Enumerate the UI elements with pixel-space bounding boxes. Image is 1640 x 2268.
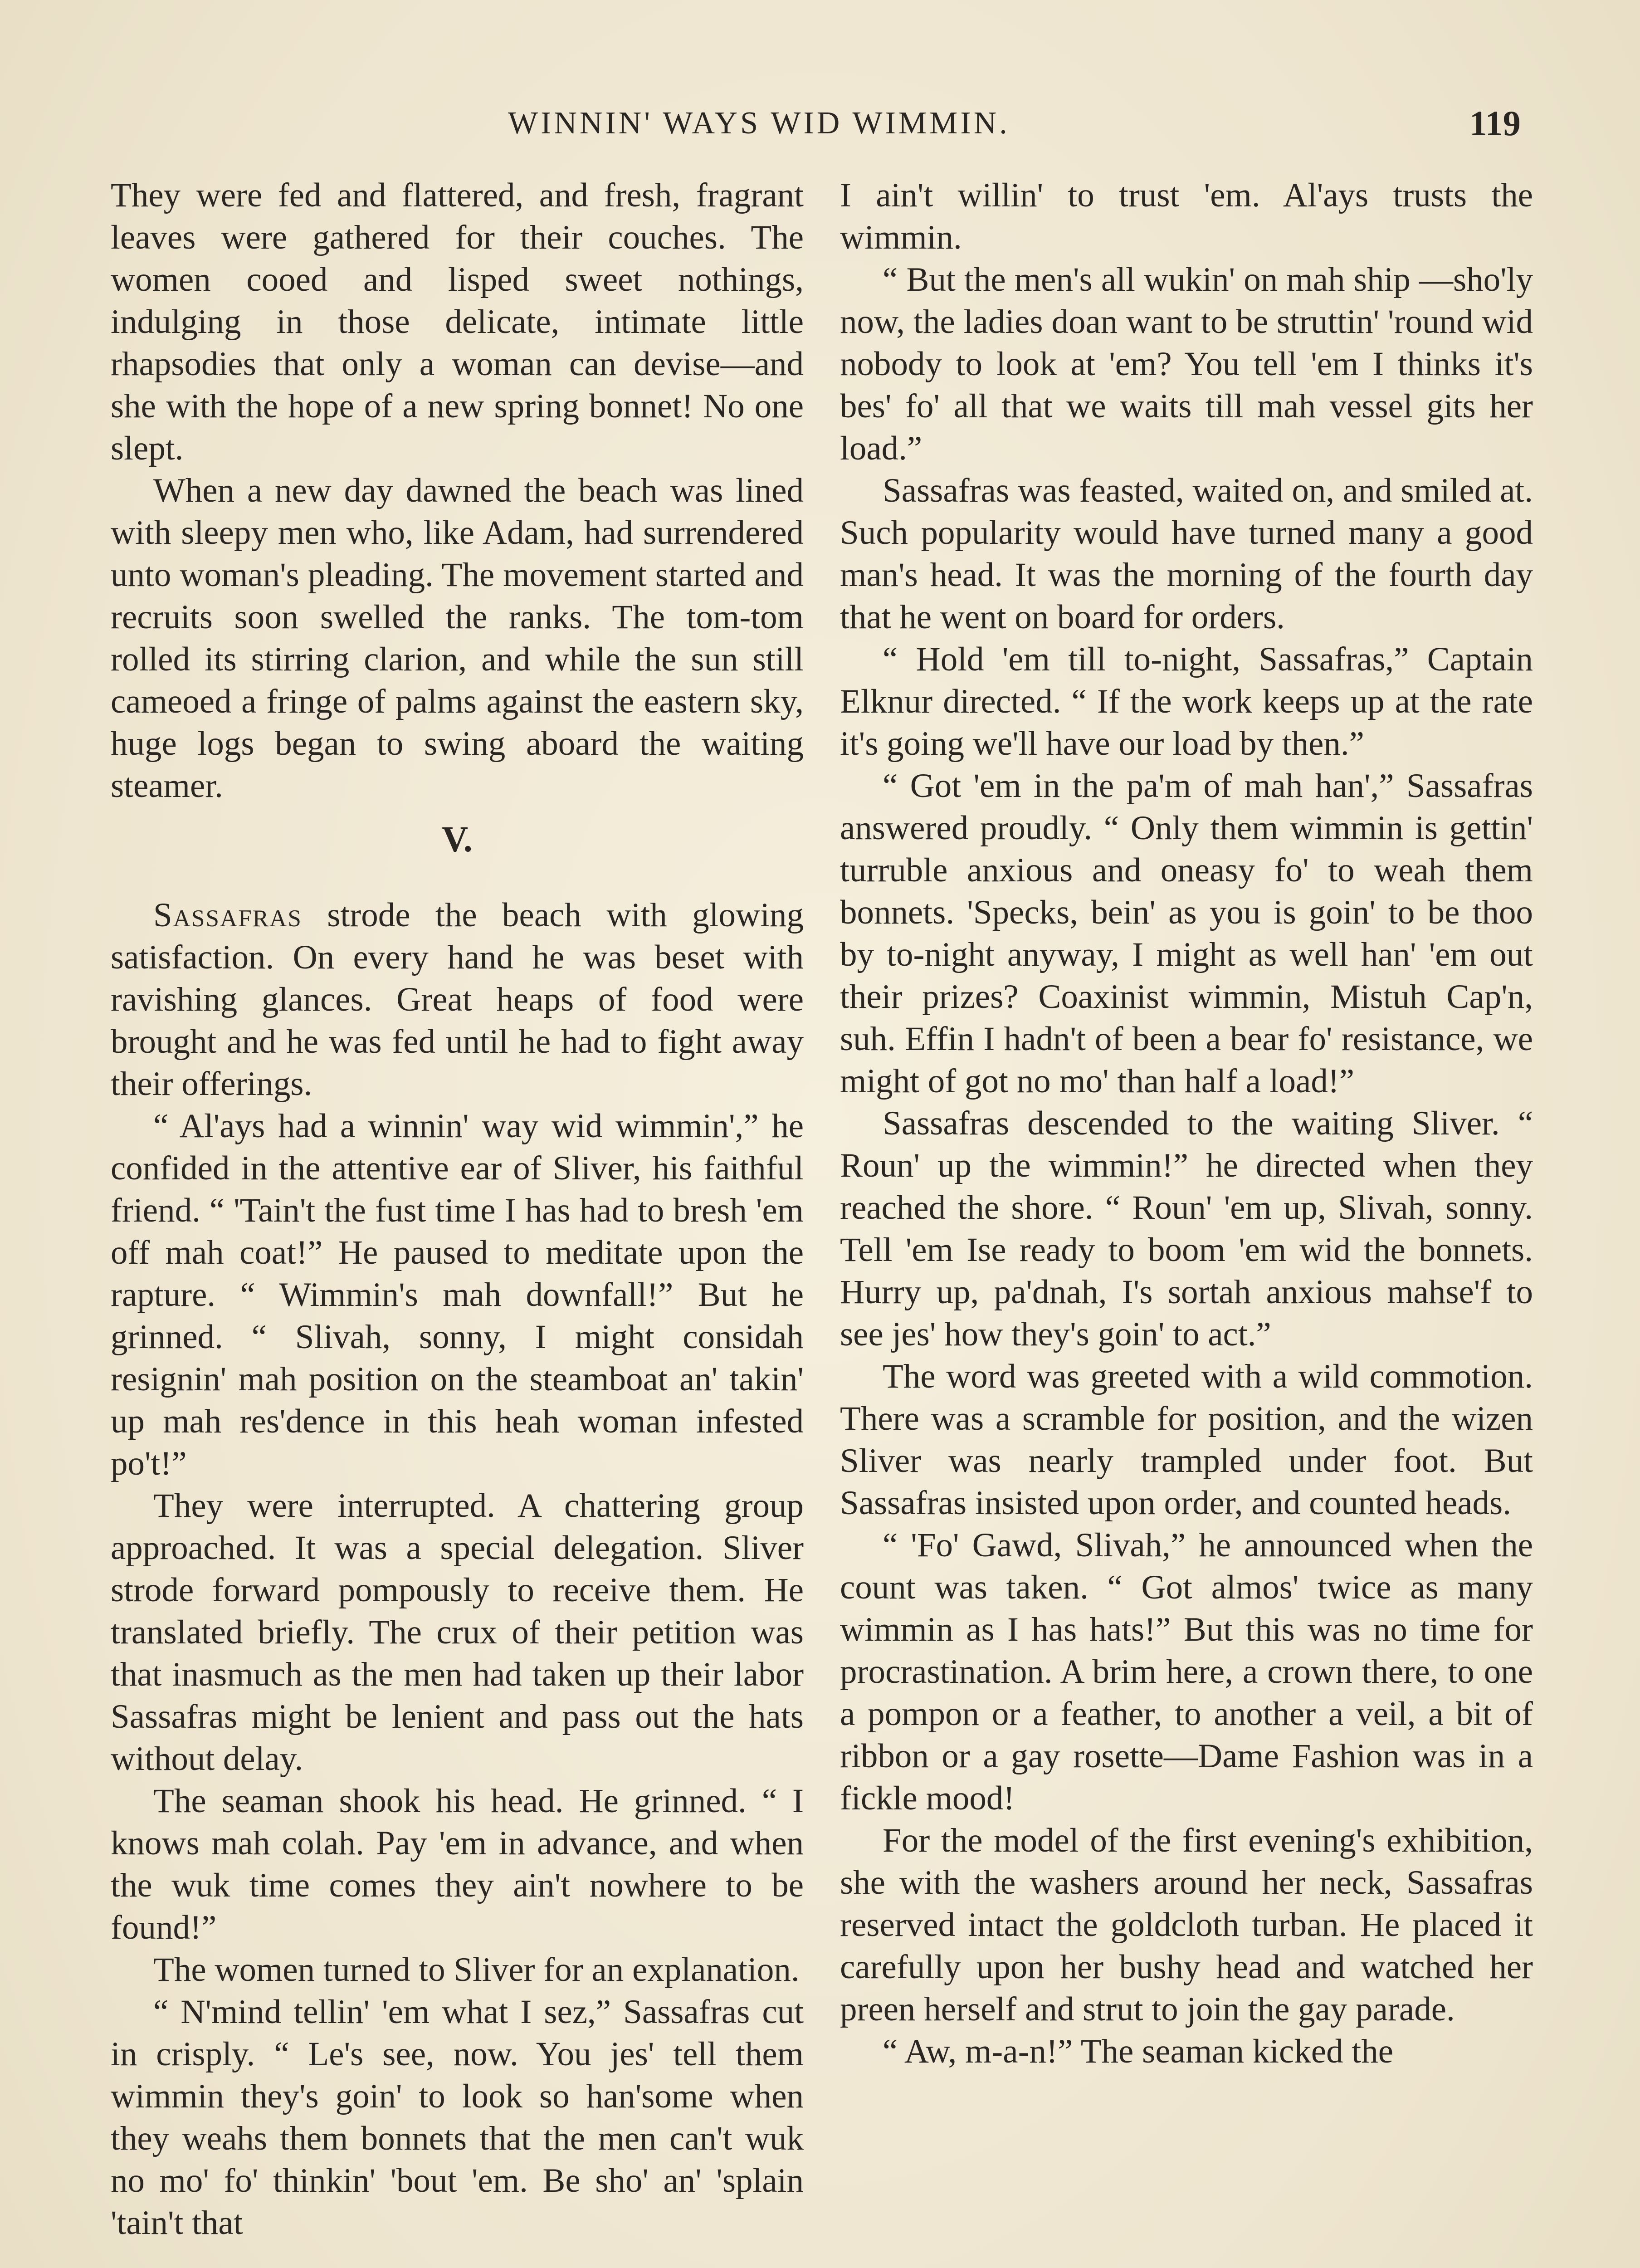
left-column [111,174,804,2244]
paragraph-text: strode the beach with glowing satisfaction. On every hand he was beset with ravishing glances. Great heaps of food were brought and he was fed until he had to fight away their offerings. [111,896,804,1103]
paragraph: “ 'Fo' Gawd, Slivah,” he announced when the count was taken. “ Got almos' twice as many wimmin as I has hats!” But this was no time for procrastination. A brim here, a crown there, to one a pompon or a feather, to another a veil, a bit of ribbon or a gay rosette—Dame Fashion was in a fickle mood! [840,1526,1533,1817]
paragraph: “ Aw, m-a-n!” The seaman kicked the [883,2033,1393,2070]
paragraph: “ But the men's all wukin' on mah ship —sho'ly now, the ladies doan want to be struttin' 'round wid nobody to look at 'em? You tell 'em I thinks it's bes' fo' all that we waits till mah vessel gits her load.” [840,261,1533,467]
paragraph: They were fed and flattered, and fresh, fragrant leaves were gathered for their couches. The women cooed and lisped sweet nothings, indulging in those delicate, intimate little rhapsodies that only a woman can devise—and she with the hope of a new spring bonnet! No one slept. [111,176,804,467]
paragraph: “ N'mind tellin' 'em what I sez,” Sassafras cut in crisply. “ Le's see, now. You jes' tell them wimmin they's goin' to look so han'some when they weahs them bonnets that the men can't wuk no mo' fo' thinkin' 'bout 'em. Be sho' an' 'splain 'tain't that [111,1993,804,2242]
paragraph: For the model of the first evening's exhibition, she with the washers around her neck, Sassafras reserved intact the goldcloth turban. He placed it carefully upon her bushy head and watched her preen herself and strut to join the gay parade. [840,1822,1533,2028]
paragraph [111,894,804,1105]
paragraph: The seaman shook his head. He grinned. “ I knows mah colah. Pay 'em in advance, and when the wuk time comes they ain't nowhere to be found!” [111,1782,804,1946]
paragraph: “ Got 'em in the pa'm of mah han',” Sassafras answered proudly. “ Only them wimmin is gettin' turruble anxious and oneasy fo' to weah them bonnets. 'Specks, bein' as you is goin' to be thoo by to-night anyway, I might as well han' 'em out their prizes? Coaxinist wimmin, Mistuh Cap'n, suh. Effin I hadn't of been a bear fo' resistance, we might of got no mo' than half a load!” [840,767,1533,1100]
running-title: WINNIN' WAYS WID WIMMIN. [508,106,1010,141]
paragraph: When a new day dawned the beach was lined with sleepy men who, like Adam, had surrendered unto woman's pleading. The movement started and recruits soon swelled the ranks. The tom-tom rolled its stirring clarion, and while the sun still cameoed a fringe of palms against the eastern sky, huge logs began to swing aboard the waiting steamer. [111,472,804,805]
right-column [840,174,1533,2072]
section-heading: V. [442,820,473,860]
paragraph: “ Hold 'em till to-night, Sassafras,” Captain Elknur directed. “ If the work keeps up at the rate it's going we'll have our load by then.” [840,640,1533,763]
page-number: 119 [1469,103,1521,143]
paragraph: I ain't willin' to trust 'em. Al'ays trusts the wimmin. [840,176,1533,256]
paragraph: “ Al'ays had a winnin' way wid wimmin',” he confided in the attentive ear of Sliver, his faithful friend. “ 'Tain't the fust time I has had to bresh 'em off mah coat!” He paused to meditate upon the rapture. “ Wimmin's mah downfall!” But he grinned. “ Slivah, sonny, I might considah resignin' mah position on the steamboat an' takin' up mah res'dence in this heah woman infested po't!” [111,1107,804,1482]
paragraph: Sassafras descended to the waiting Sliver. “ Roun' up the wimmin!” he directed when they reached the shore. “ Roun' 'em up, Slivah, sonny. Tell 'em Ise ready to boom 'em wid the bonnets. Hurry up, pa'dnah, I's sortah anxious mahse'f to see jes' how they's goin' to act.” [840,1105,1533,1353]
paragraph: The women turned to Sliver for an explanation. [153,1951,800,1989]
page-header [0,101,1640,146]
paragraph: They were interrupted. A chattering group approached. It was a special delegation. Sliver strode forward pompously to receive them. He translated briefly. The crux of their petition was that inasmuch as the men had taken up their labor Sassafras might be lenient and pass out the hats without delay. [111,1487,804,1778]
paragraph: Sassafras was feasted, waited on, and smiled at. Such popularity would have turned many a good man's head. It was the morning of the fourth day that he went on board for orders. [840,472,1533,636]
lead-word: Sassafras [153,896,302,934]
paragraph: The word was greeted with a wild commotion. There was a scramble for position, and the wizen Sliver was nearly trampled under foot. But Sassafras insisted upon order, and counted heads. [840,1358,1533,1522]
